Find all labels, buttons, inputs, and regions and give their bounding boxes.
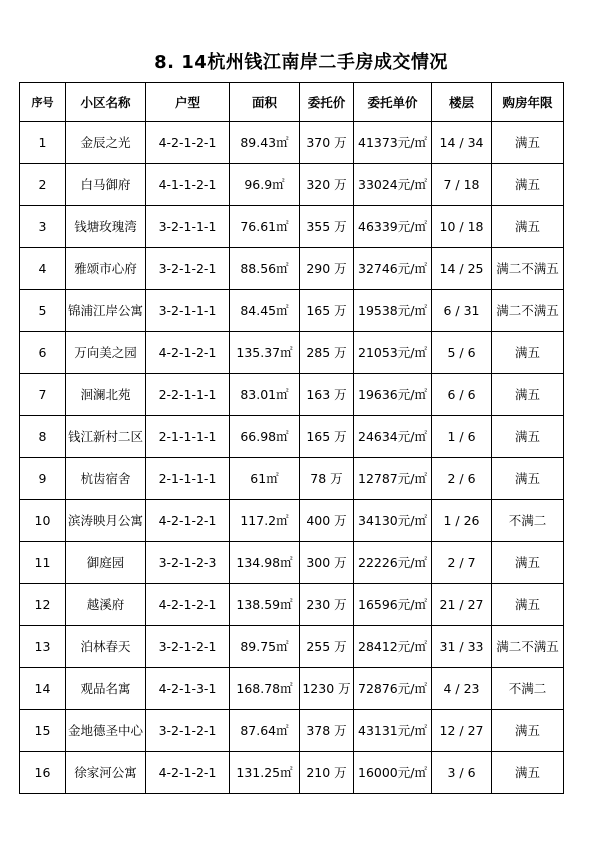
cell-holding-period: 满五 [492,710,564,752]
cell-layout: 4-2-1-2-1 [146,584,230,626]
cell-floor: 1 / 26 [432,500,492,542]
cell-layout: 3-2-1-1-1 [146,206,230,248]
header-community-name: 小区名称 [66,83,146,122]
table-row [20,290,564,332]
cell-holding-period: 满五 [492,542,564,584]
header-area: 面积 [230,83,300,122]
cell-listing-price: 1230 万 [300,668,354,710]
cell-floor: 4 / 23 [432,668,492,710]
cell-holding-period: 满五 [492,584,564,626]
table-row [20,626,564,668]
cell-community-name: 泊林春天 [66,626,146,668]
cell-floor: 31 / 33 [432,626,492,668]
cell-listing-price: 230 万 [300,584,354,626]
header-holding-period: 购房年限 [492,83,564,122]
table-row [20,542,564,584]
cell-holding-period: 满五 [492,332,564,374]
table-row [20,752,564,794]
cell-index: 11 [20,542,66,584]
cell-holding-period: 满二不满五 [492,626,564,668]
cell-area: 88.56㎡ [230,248,300,290]
cell-floor: 6 / 31 [432,290,492,332]
cell-index: 16 [20,752,66,794]
cell-floor: 7 / 18 [432,164,492,206]
header-floor: 楼层 [432,83,492,122]
cell-layout: 4-2-1-2-1 [146,122,230,164]
cell-community-name: 钱江新村二区 [66,416,146,458]
cell-layout: 2-2-1-1-1 [146,374,230,416]
cell-community-name: 白马御府 [66,164,146,206]
header-layout: 户型 [146,83,230,122]
cell-floor: 10 / 18 [432,206,492,248]
cell-area: 134.98㎡ [230,542,300,584]
cell-floor: 6 / 6 [432,374,492,416]
cell-layout: 2-1-1-1-1 [146,416,230,458]
cell-community-name: 锦浦江岸公寓 [66,290,146,332]
cell-index: 1 [20,122,66,164]
cell-listing-price: 255 万 [300,626,354,668]
cell-listing-price: 370 万 [300,122,354,164]
table-row [20,248,564,290]
cell-listing-price: 355 万 [300,206,354,248]
cell-holding-period: 不满二 [492,668,564,710]
table-header-row [20,83,564,122]
cell-community-name: 越溪府 [66,584,146,626]
cell-community-name: 徐家河公寓 [66,752,146,794]
cell-community-name: 杭齿宿舍 [66,458,146,500]
cell-layout: 4-2-1-3-1 [146,668,230,710]
cell-layout: 4-1-1-2-1 [146,164,230,206]
cell-index: 5 [20,290,66,332]
cell-community-name: 洄澜北苑 [66,374,146,416]
header-listing-price: 委托价 [300,83,354,122]
cell-listing-price: 210 万 [300,752,354,794]
cell-layout: 4-2-1-2-1 [146,500,230,542]
table-row [20,374,564,416]
cell-index: 9 [20,458,66,500]
cell-holding-period: 满五 [492,122,564,164]
cell-index: 2 [20,164,66,206]
cell-area: 83.01㎡ [230,374,300,416]
cell-holding-period: 满五 [492,374,564,416]
cell-index: 13 [20,626,66,668]
cell-unit-price: 46339元/㎡ [354,206,432,248]
cell-area: 87.64㎡ [230,710,300,752]
table-row [20,206,564,248]
header-unit-price: 委托单价 [354,83,432,122]
cell-listing-price: 378 万 [300,710,354,752]
cell-unit-price: 19538元/㎡ [354,290,432,332]
cell-floor: 3 / 6 [432,752,492,794]
cell-listing-price: 165 万 [300,416,354,458]
cell-area: 135.37㎡ [230,332,300,374]
cell-floor: 1 / 6 [432,416,492,458]
transactions-table [19,82,564,794]
cell-area: 89.43㎡ [230,122,300,164]
cell-layout: 3-2-1-2-1 [146,248,230,290]
cell-layout: 3-2-1-2-1 [146,626,230,668]
cell-unit-price: 33024元/㎡ [354,164,432,206]
cell-listing-price: 300 万 [300,542,354,584]
cell-area: 76.61㎡ [230,206,300,248]
cell-floor: 12 / 27 [432,710,492,752]
cell-floor: 5 / 6 [432,332,492,374]
cell-area: 138.59㎡ [230,584,300,626]
cell-layout: 4-2-1-2-1 [146,752,230,794]
cell-community-name: 金地德圣中心 [66,710,146,752]
cell-index: 10 [20,500,66,542]
cell-listing-price: 320 万 [300,164,354,206]
cell-unit-price: 16596元/㎡ [354,584,432,626]
cell-area: 89.75㎡ [230,626,300,668]
table-row [20,416,564,458]
cell-holding-period: 不满二 [492,500,564,542]
cell-unit-price: 12787元/㎡ [354,458,432,500]
cell-index: 7 [20,374,66,416]
cell-floor: 14 / 25 [432,248,492,290]
cell-area: 168.78㎡ [230,668,300,710]
cell-area: 61㎡ [230,458,300,500]
cell-floor: 2 / 7 [432,542,492,584]
table-row [20,458,564,500]
cell-unit-price: 32746元/㎡ [354,248,432,290]
cell-area: 84.45㎡ [230,290,300,332]
cell-holding-period: 满二不满五 [492,290,564,332]
cell-floor: 14 / 34 [432,122,492,164]
cell-unit-price: 72876元/㎡ [354,668,432,710]
cell-layout: 2-1-1-1-1 [146,458,230,500]
header-index: 序号 [20,83,66,122]
cell-community-name: 万向美之园 [66,332,146,374]
table-row [20,500,564,542]
cell-listing-price: 78 万 [300,458,354,500]
table-row [20,710,564,752]
cell-holding-period: 满二不满五 [492,248,564,290]
cell-unit-price: 43131元/㎡ [354,710,432,752]
cell-layout: 4-2-1-2-1 [146,332,230,374]
table-row [20,164,564,206]
cell-index: 3 [20,206,66,248]
cell-floor: 21 / 27 [432,584,492,626]
table-row [20,584,564,626]
cell-unit-price: 24634元/㎡ [354,416,432,458]
cell-layout: 3-2-1-2-3 [146,542,230,584]
cell-index: 4 [20,248,66,290]
cell-community-name: 钱塘玫瑰湾 [66,206,146,248]
cell-index: 8 [20,416,66,458]
cell-community-name: 观品名寓 [66,668,146,710]
cell-community-name: 金辰之光 [66,122,146,164]
cell-unit-price: 34130元/㎡ [354,500,432,542]
cell-index: 6 [20,332,66,374]
cell-holding-period: 满五 [492,752,564,794]
cell-layout: 3-2-1-2-1 [146,710,230,752]
cell-holding-period: 满五 [492,206,564,248]
cell-listing-price: 165 万 [300,290,354,332]
cell-unit-price: 16000元/㎡ [354,752,432,794]
cell-community-name: 滨涛映月公寓 [66,500,146,542]
table-row [20,332,564,374]
table-row [20,122,564,164]
table-row [20,668,564,710]
cell-unit-price: 41373元/㎡ [354,122,432,164]
cell-listing-price: 290 万 [300,248,354,290]
cell-community-name: 雅颂市心府 [66,248,146,290]
cell-holding-period: 满五 [492,416,564,458]
table-body [20,122,564,794]
cell-area: 131.25㎡ [230,752,300,794]
cell-holding-period: 满五 [492,458,564,500]
cell-holding-period: 满五 [492,164,564,206]
cell-index: 14 [20,668,66,710]
cell-unit-price: 28412元/㎡ [354,626,432,668]
cell-unit-price: 22226元/㎡ [354,542,432,584]
cell-unit-price: 21053元/㎡ [354,332,432,374]
cell-index: 12 [20,584,66,626]
cell-area: 96.9㎡ [230,164,300,206]
cell-listing-price: 400 万 [300,500,354,542]
cell-floor: 2 / 6 [432,458,492,500]
cell-area: 66.98㎡ [230,416,300,458]
cell-community-name: 御庭园 [66,542,146,584]
cell-layout: 3-2-1-1-1 [146,290,230,332]
cell-unit-price: 19636元/㎡ [354,374,432,416]
cell-listing-price: 163 万 [300,374,354,416]
cell-area: 117.2㎡ [230,500,300,542]
cell-index: 15 [20,710,66,752]
page-title: 8. 14杭州钱江南岸二手房成交情况 [154,52,448,73]
cell-listing-price: 285 万 [300,332,354,374]
